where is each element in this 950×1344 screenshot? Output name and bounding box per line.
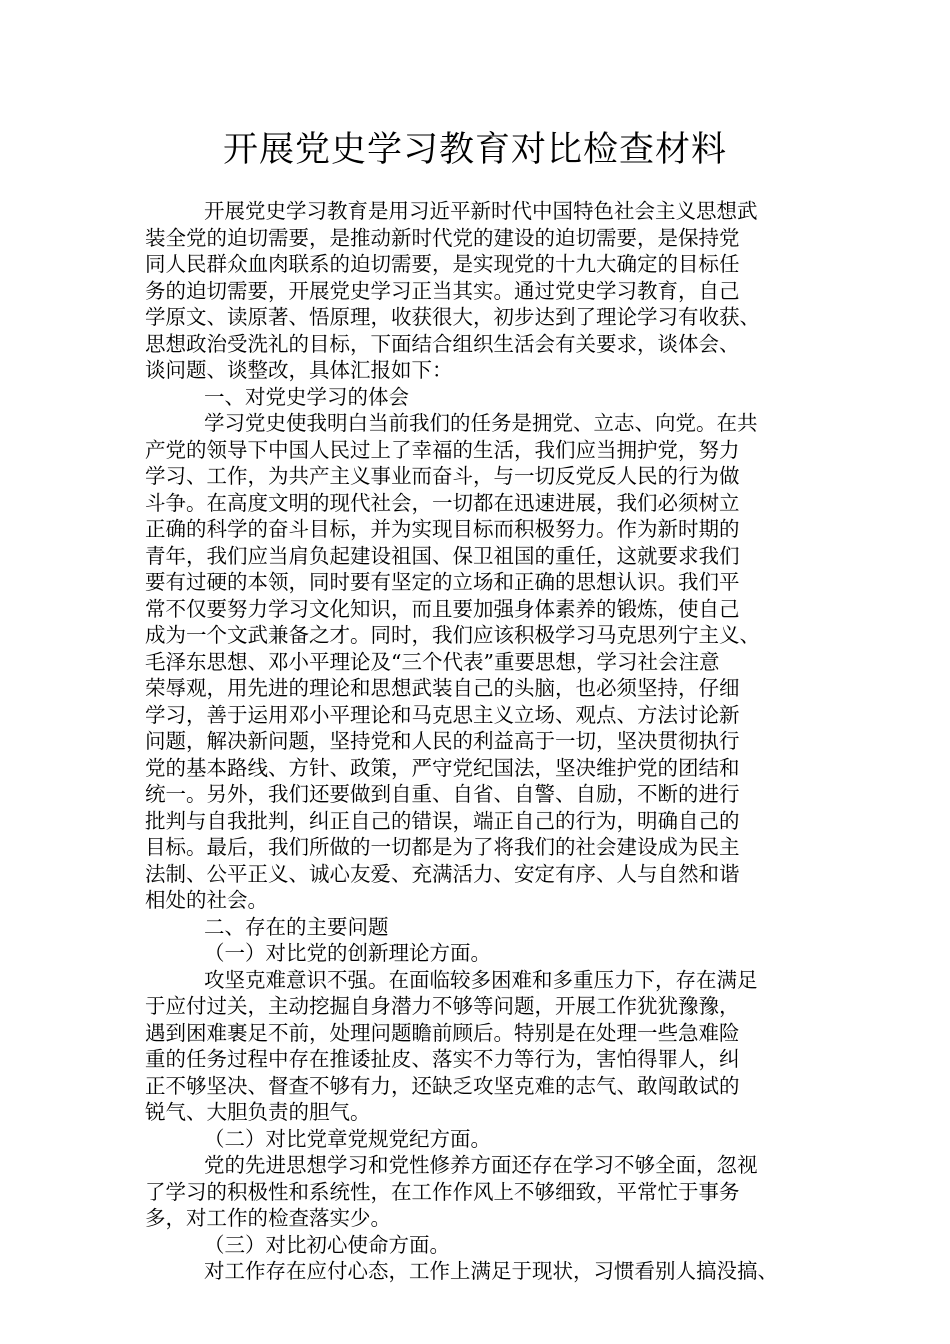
document-body	[145, 198, 809, 1285]
text-line: 思想政治受洗礼的目标，下面结合组织生活会有关要求，谈体会、	[145, 331, 740, 356]
text-line: 荣辱观，用先进的理论和思想武装自己的头脑，也必须坚持，仔细	[145, 676, 740, 700]
text-line: 成为一个文武兼备之才。同时，我们应该积极学习马克思列宁主义、	[145, 623, 760, 647]
text-line: 装全党的迫切需要，是推动新时代党的建设的迫切需要，是保持党	[145, 225, 740, 250]
text-line: 开展党史学习教育是用习近平新时代中国特色社会主义思想武	[204, 199, 758, 223]
text-line: 谈问题、谈整改，具体汇报如下：	[145, 358, 453, 382]
text-line: 务的迫切需要，开展党史学习正当其实。通过党史学习教育，自己	[145, 278, 740, 303]
text-line: 了学习的积极性和系统性，在工作作风上不够细致，平常忙于事务	[145, 1179, 740, 1204]
text-line: 目标。最后，我们所做的一切都是为了将我们的社会建设成为民主	[145, 835, 740, 859]
document-title: 开展党史学习教育对比检查材料	[222, 130, 727, 170]
text-line: 法制、公平正义、诚心友爱、充满活力、安定有序、人与自然和谐	[145, 861, 740, 886]
text-line: 批判与自我批判，纠正自己的错误，端正自己的行为，明确自己的	[145, 808, 740, 833]
text-line: 遇到困难裹足不前，处理问题瞻前顾后。特别是在处理一些急难险	[145, 1020, 740, 1045]
text-line: 攻坚克难意识不强。在面临较多困难和多重压力下，存在满足	[204, 967, 758, 992]
text-line: 问题，解决新问题，坚持党和人民的利益高于一切，坚决贯彻执行	[145, 729, 740, 753]
text-line: 锐气、大胆负责的胆气。	[145, 1100, 371, 1124]
text-line: （二）对比党章党规党纪方面。	[204, 1126, 491, 1151]
text-line: 相处的社会。	[145, 888, 268, 912]
text-line: （一）对比党的创新理论方面。	[204, 941, 491, 965]
text-line: 对工作存在应付心态，工作上满足于现状，习惯看别人搞没搞、	[204, 1259, 778, 1283]
text-line: 党的基本路线、方针、政策，严守党纪国法，坚决维护党的团结和	[145, 755, 740, 780]
text-line: 学习党史使我明白当前我们的任务是拥党、立志、向党。在共	[204, 411, 758, 435]
text-line: 学习，善于运用邓小平理论和马克思主义立场、观点、方法讨论新	[145, 702, 740, 727]
text-line: 党的先进思想学习和党性修养方面还存在学习不够全面，忽视	[204, 1153, 758, 1177]
text-line: 学习、工作，为共产主义事业而奋斗，与一切反党反人民的行为做	[145, 464, 740, 488]
text-line: 常不仅要努力学习文化知识，而且要加强身体素养的锻炼，使自己	[145, 596, 740, 621]
text-line: 重的任务过程中存在推诿扯皮、落实不力等行为，害怕得罪人，纠	[145, 1047, 740, 1071]
text-line: 正确的科学的奋斗目标，并为实现目标而积极努力。作为新时期的	[145, 517, 740, 541]
text-line: 产党的领导下中国人民过上了幸福的生活，我们应当拥护党，努力	[145, 437, 740, 462]
text-line: 同人民群众血肉联系的迫切需要，是实现党的十九大确定的目标任	[145, 252, 740, 276]
text-line: 二、存在的主要问题	[204, 914, 389, 939]
text-line: 一、对党史学习的体会	[204, 384, 409, 409]
text-line: 青年，我们应当肩负起建设祖国、保卫祖国的重任，这就要求我们	[145, 543, 740, 568]
text-line: 于应付过关，主动挖掘自身潜力不够等问题，开展工作犹犹豫豫，	[145, 994, 740, 1018]
text-line: 毛泽东思想、邓小平理论及“三个代表”重要思想，学习社会注意	[145, 649, 720, 674]
text-line: 统一。另外，我们还要做到自重、自省、自警、自励，不断的进行	[145, 782, 740, 806]
text-line: 学原文、读原著、悟原理，收获很大，初步达到了理论学习有收获、	[145, 305, 760, 329]
text-line: （三）对比初心使命方面。	[204, 1232, 450, 1257]
text-line: 要有过硬的本领，同时要有坚定的立场和正确的思想认识。我们平	[145, 570, 740, 594]
text-line: 多，对工作的检查落实少。	[145, 1206, 391, 1230]
text-line: 斗争。在高度文明的现代社会，一切都在迅速进展，我们必须树立	[145, 490, 740, 515]
text-line: 正不够坚决、督查不够有力，还缺乏攻坚克难的志气、敢闯敢试的	[145, 1073, 740, 1098]
